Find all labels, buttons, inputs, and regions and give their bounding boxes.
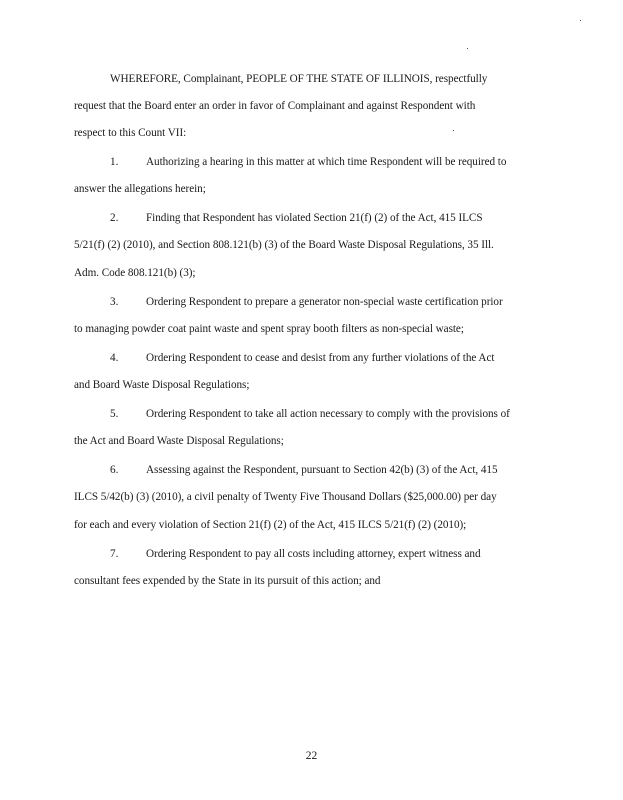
item-text: Assessing against the Respondent, pursuant to Section 42(b) (3) of the Act, 415	[146, 464, 498, 476]
item-text: Authorizing a hearing in this matter at which time Respondent will be required to	[146, 156, 507, 168]
item-number: 4.	[110, 352, 119, 364]
item-text: answer the allegations herein;	[74, 183, 206, 195]
item-text: and Board Waste Disposal Regulations;	[74, 379, 250, 391]
item-text: Ordering Respondent to take all action necessary to comply with the provisions of	[146, 408, 510, 420]
item-text: Adm. Code 808.121(b) (3);	[74, 267, 196, 279]
item-number: 1.	[110, 156, 119, 168]
page-number: 22	[305, 750, 318, 762]
scan-speck	[580, 20, 581, 21]
item-text: ILCS 5/42(b) (3) (2010), a civil penalty of Twenty Five Thousand Dollars ($25,000.00) per day	[74, 491, 497, 503]
item-text: Finding that Respondent has violated Section 21(f) (2) of the Act, 415 ILCS	[146, 212, 483, 224]
item-text: Ordering Respondent to pay all costs including attorney, expert witness and	[146, 548, 481, 560]
item-number: 6.	[110, 464, 119, 476]
item-text: Ordering Respondent to prepare a generator non-special waste certification prior	[146, 296, 503, 308]
item-text: 5/21(f) (2) (2010), and Section 808.121(b) (3) of the Board Waste Disposal Regulations, 35 Ill.	[74, 239, 494, 251]
item-text: consultant fees expended by the State in its pursuit of this action; and	[74, 575, 381, 587]
item-text: for each and every violation of Section 21(f) (2) of the Act, 415 ILCS 5/21(f) (2) (2010);	[74, 519, 467, 531]
item-number: 2.	[110, 212, 119, 224]
item-text: Ordering Respondent to cease and desist from any further violations of the Act	[146, 352, 495, 364]
scan-speck	[467, 48, 468, 49]
item-number: 7.	[110, 548, 119, 560]
intro-line-3: respect to this Count VII:	[74, 127, 187, 139]
intro-line-2: request that the Board enter an order in favor of Complainant and against Respondent with	[74, 100, 476, 112]
item-text: the Act and Board Waste Disposal Regulations;	[74, 435, 284, 447]
item-number: 5.	[110, 408, 119, 420]
item-text: to managing powder coat paint waste and spent spray booth filters as non-special waste;	[74, 323, 464, 335]
item-number: 3.	[110, 296, 119, 308]
intro-line-1: WHEREFORE, Complainant, PEOPLE OF THE STATE OF ILLINOIS, respectfully	[110, 73, 488, 85]
